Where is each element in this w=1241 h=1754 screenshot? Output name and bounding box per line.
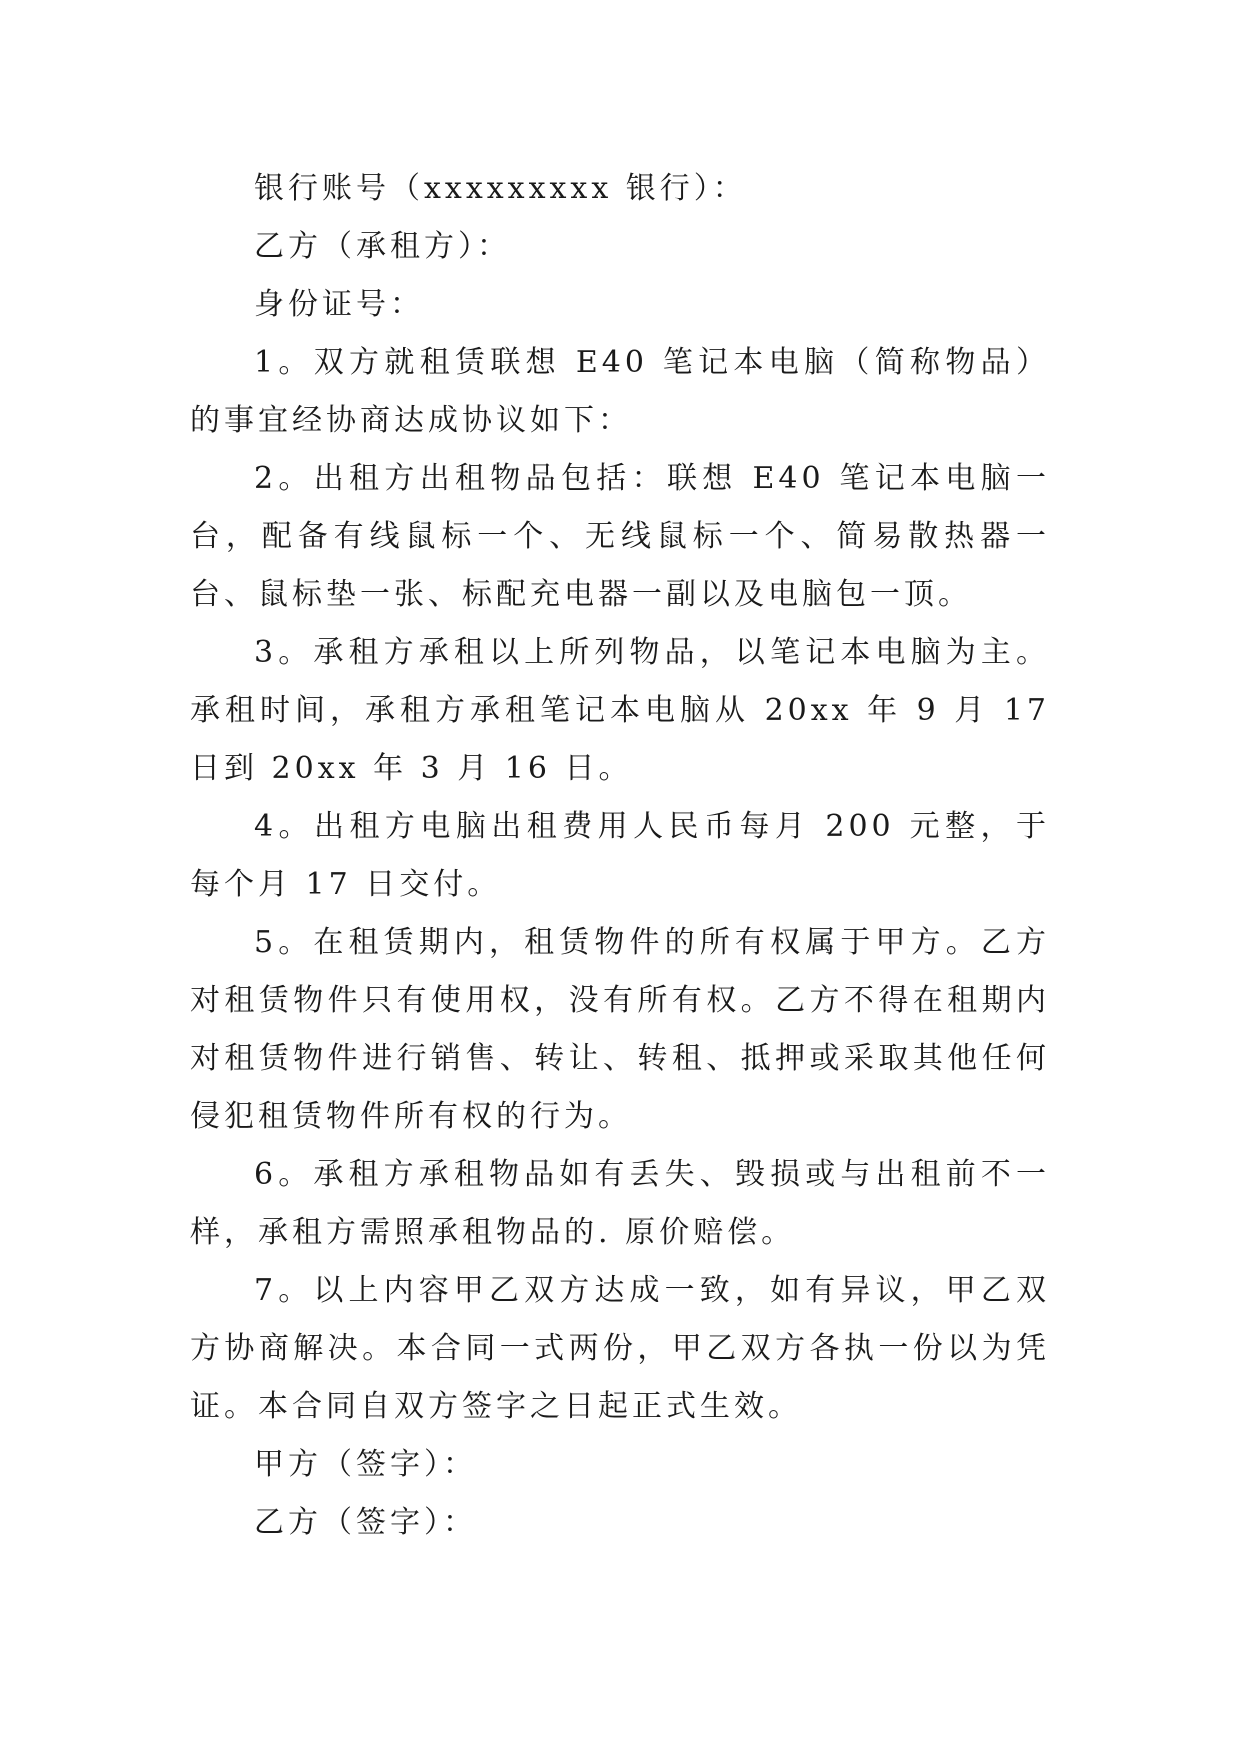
party-b-signature-line: 乙方（签字）： — [254, 1505, 477, 1540]
bank-account-line: 银行账号（xxxxxxxxx 银行）： — [254, 171, 747, 206]
id-number-line: 身份证号： — [254, 287, 424, 322]
party-a-signature-line: 甲方（签字）： — [254, 1447, 477, 1482]
party-b-line: 乙方（承租方）： — [254, 229, 511, 264]
clause-1: 1。双方就租赁联想 E40 笔记本电脑（简称物品）的事宜经协商达成协议如下： — [190, 345, 1050, 438]
clause-6: 6。承租方承租物品如有丢失、毁损或与出租前不一样，承租方需照承租物品的. 原价赔偿。 — [190, 1157, 1050, 1250]
clause-2: 2。出租方出租物品包括：联想 E40 笔记本电脑一台，配备有线鼠标一个、无线鼠标一个、简易散热器一台、鼠标垫一张、标配充电器一副以及电脑包一顶。 — [190, 461, 1050, 612]
clause-5: 5。在租赁期内，租赁物件的所有权属于甲方。乙方对租赁物件只有使用权，没有所有权。乙方不得在租期内对租赁物件进行销售、转让、转租、抵押或采取其他任何侵犯租赁物件所有权的行为。 — [190, 925, 1050, 1134]
clause-4: 4。出租方电脑出租费用人民币每月 200 元整，于每个月 17 日交付。 — [190, 809, 1050, 902]
clause-7: 7。以上内容甲乙双方达成一致，如有异议，甲乙双方协商解决。本合同一式两份，甲乙双方各执一份以为凭证。本合同自双方签字之日起正式生效。 — [190, 1273, 1050, 1424]
document-body — [190, 160, 1050, 1552]
clause-3: 3。承租方承租以上所列物品，以笔记本电脑为主。承租时间，承租方承租笔记本电脑从 20xx 年 9 月 17 日到 20xx 年 3 月 16 日。 — [190, 635, 1050, 786]
